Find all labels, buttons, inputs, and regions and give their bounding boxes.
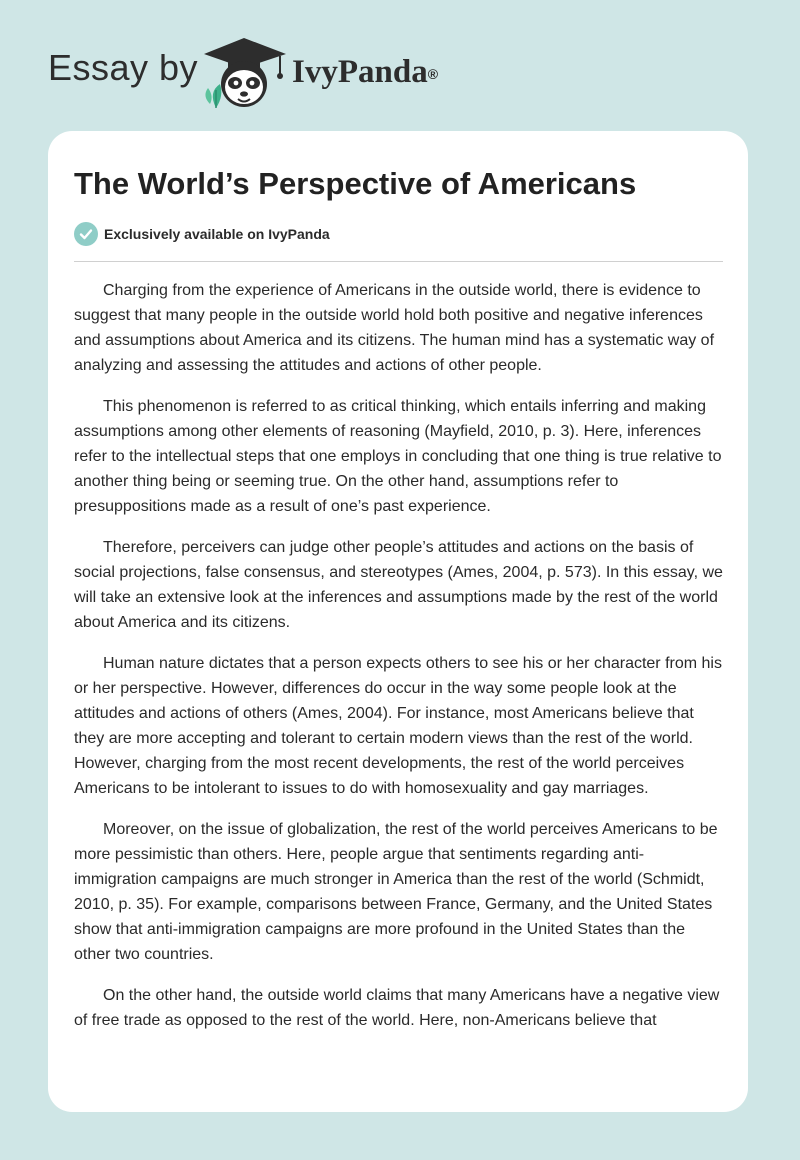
exclusive-badge-label: Exclusively available on IvyPanda [104,226,330,242]
paragraph: Charging from the experience of Americans in the outside world, there is evidence to suggest that many people in the outside world hold both positive and negative inferences and assumptions about America and its citizens. The human mind has a systematic way of analyzing and assessing the attitudes and actions of other people. [74,282,715,374]
paragraph: Moreover, on the issue of globalization, the rest of the world perceives Americans to be more pessimistic than others. Here, people argue that sentiments regarding anti-immigration campaigns are much stronger in America than the rest of the world (Schmidt, 2010, p. 35). For example, comparisons between France, Germany, and the United States show that anti-immigration campaigns are more profound in the United States than the other two countries. [74,821,718,963]
paragraph: Human nature dictates that a person expects others to see his or her character from his or her perspective. However, differences do occur in the way some people look at the attitudes and actions of others (Ames, 2004). For instance, most Americans believe that they are more accepting and tolerant to certain modern views than the rest of the world. However, charging from the most recent developments, the rest of the world perceives Americans to be intolerant to issues to do with homosexuality and gay marriages. [74,655,722,797]
panda-logo-icon[interactable] [198,34,290,110]
exclusive-badge [74,222,330,246]
paragraph: On the other hand, the outside world claims that many Americans have a negative view of free trade as opposed to the rest of the world. Here, non-Americans believe that [74,987,720,1029]
site-header [0,0,800,130]
essay-by-label: Essay by [48,47,199,88]
title-divider [74,261,723,262]
check-circle-icon [74,222,98,246]
essay-card [48,131,748,1112]
brand-name[interactable] [292,52,438,92]
essay-body [74,278,724,1049]
registered-mark: ® [427,66,439,82]
paragraph: This phenomenon is referred to as critical thinking, which entails inferring and making assumptions among other elements of reasoning (Mayfield, 2010, p. 3). Here, inferences refer to the intellectual steps that one employs in concluding that one thing is true relative to another thing being or seeming true. On the other hand, assumptions refer to presuppositions made as a result of one’s past experience. [74,398,722,515]
paragraph: Therefore, perceivers can judge other people’s attitudes and actions on the basis of social projections, false consensus, and stereotypes (Ames, 2004, p. 573). In this essay, we will take an extensive look at the inferences and assumptions made by the rest of the world about America and its citizens. [74,539,723,631]
brand-name-text: IvyPanda [292,54,428,90]
page-title: The World’s Perspective of Americans [74,166,637,201]
